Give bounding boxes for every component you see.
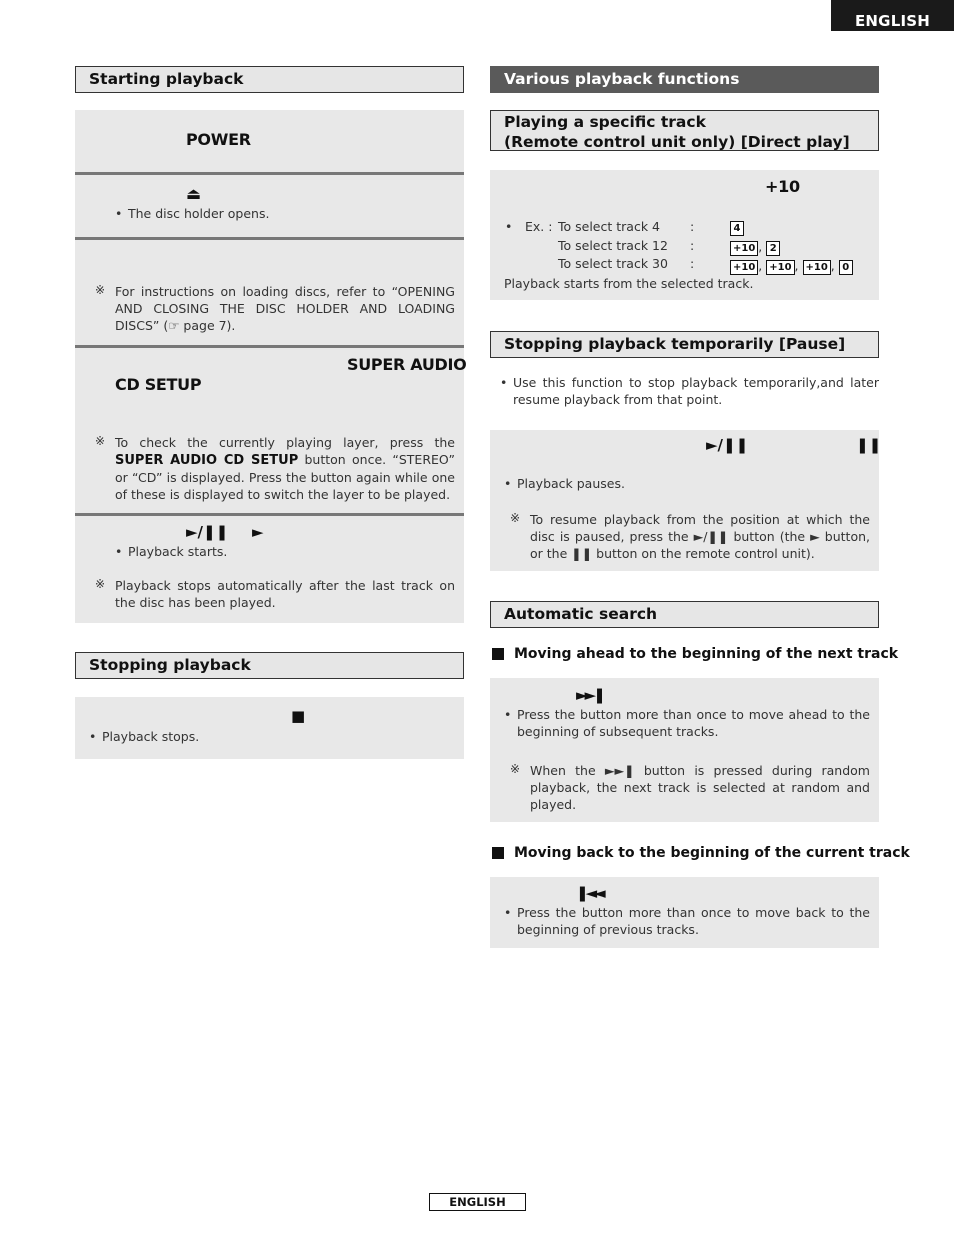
note-loading-discs: For instructions on loading discs, refer to “OPENING AND CLOSING THE DISC HOLDER AND LOADING DISCS” (☞ page 7). — [115, 284, 455, 333]
divider — [75, 345, 464, 348]
bullet-playback-pauses: • Playback pauses. — [517, 475, 625, 492]
heading-various-playback-functions: Various playback functions — [490, 66, 879, 93]
cd-setup-key-label: CD SETUP — [115, 375, 202, 394]
heading-playing-specific-track — [490, 110, 879, 151]
example-prefix: Ex. : — [525, 219, 553, 234]
note-random-playback: When the ►►❚ button is pressed during random playback, the next track is selected at random and played. — [530, 763, 870, 812]
bullet-disc-holder-opens: • The disc holder opens. — [128, 205, 269, 222]
note-resume-playback: To resume playback from the position at which the disc is paused, press the ►/❚❚ button (the ► button, or the ❚❚ button on the remote control unit). — [530, 512, 870, 561]
bullet-move-back: • Press the button more than once to move back to the beginning of previous tracks. — [517, 904, 870, 938]
example-keys-track-12: +10 , 2 — [730, 238, 780, 256]
example-label-track-4: To select track 4 — [558, 219, 660, 234]
heading-line-1: Playing a specific track — [504, 113, 706, 131]
subhead-current-track: Moving back to the beginning of the current track — [514, 845, 910, 861]
note-mark: ※ — [510, 511, 521, 525]
footer-language-label: ENGLISH — [429, 1193, 526, 1211]
example-colon: : — [690, 219, 695, 234]
example-keys-track-4 — [730, 219, 744, 236]
key-plus10: +10 — [730, 260, 758, 275]
note-mark: ※ — [95, 577, 106, 591]
heading-line-2: (Remote control unit only) [Direct play] — [504, 133, 850, 151]
note-mark: ※ — [95, 283, 106, 297]
heading-stopping-playback: Stopping playback — [75, 652, 464, 679]
key-2: 2 — [766, 241, 780, 256]
divider — [75, 237, 464, 240]
divider — [75, 172, 464, 175]
pause-intro: • Use this function to stop playback temporarily,and later resume playback from that point. — [513, 374, 879, 408]
note-mark: ※ — [95, 434, 106, 448]
key-0: 0 — [839, 260, 853, 275]
super-audio-key-label: SUPER AUDIO — [347, 355, 467, 374]
play-pause-icon: ►/❚❚ — [706, 436, 749, 454]
bullet-mark: • — [505, 219, 513, 234]
note-playback-stops-automatically: Playback stops automatically after the last track on the disc has been played. — [115, 578, 455, 610]
plus10-key-label: +10 — [765, 177, 800, 196]
example-colon: : — [690, 238, 695, 253]
skip-back-icon: ❚◄◄ — [576, 884, 603, 902]
bullet-playback-starts: • Playback starts. — [128, 543, 227, 560]
skip-next-icon: ►►❚ — [576, 686, 603, 704]
example-label-track-12: To select track 12 — [558, 238, 668, 253]
key-plus10: +10 — [730, 241, 758, 256]
key-plus10: +10 — [766, 260, 794, 275]
note-mark: ※ — [510, 762, 521, 776]
key-4: 4 — [730, 221, 744, 236]
stop-icon: ■ — [291, 707, 306, 725]
square-bullet-icon — [492, 847, 504, 859]
play-icon: ► — [252, 523, 264, 541]
square-bullet-icon — [492, 648, 504, 660]
bullet-move-ahead: • Press the button more than once to move ahead to the beginning of subsequent tracks. — [517, 706, 870, 740]
example-label-track-30: To select track 30 — [558, 256, 668, 271]
divider — [75, 513, 464, 516]
heading-automatic-search: Automatic search — [490, 601, 879, 628]
note-playing-layer: To check the currently playing layer, press the SUPER AUDIO CD SETUP button once. “STEREO” or “CD” is displayed. Press the button again while one of these is displayed to switch the layer to be played. — [115, 435, 455, 502]
language-tab: ENGLISH — [831, 0, 954, 31]
subhead-next-track: Moving ahead to the beginning of the next track — [514, 646, 899, 662]
bullet-playback-stops: • Playback stops. — [102, 728, 199, 745]
pause-icon: ❚❚ — [856, 436, 882, 454]
example-keys-track-30: +10 , +10 , +10 , 0 — [730, 257, 853, 275]
heading-starting-playback: Starting playback — [75, 66, 464, 93]
power-key-label: POWER — [186, 130, 251, 149]
example-colon: : — [690, 256, 695, 271]
heading-pause: Stopping playback temporarily [Pause] — [490, 331, 879, 358]
key-plus10: +10 — [803, 260, 831, 275]
eject-icon: ⏏ — [186, 184, 202, 203]
direct-play-result: Playback starts from the selected track. — [504, 276, 754, 291]
play-pause-icon: ►/❚❚ — [186, 523, 229, 541]
